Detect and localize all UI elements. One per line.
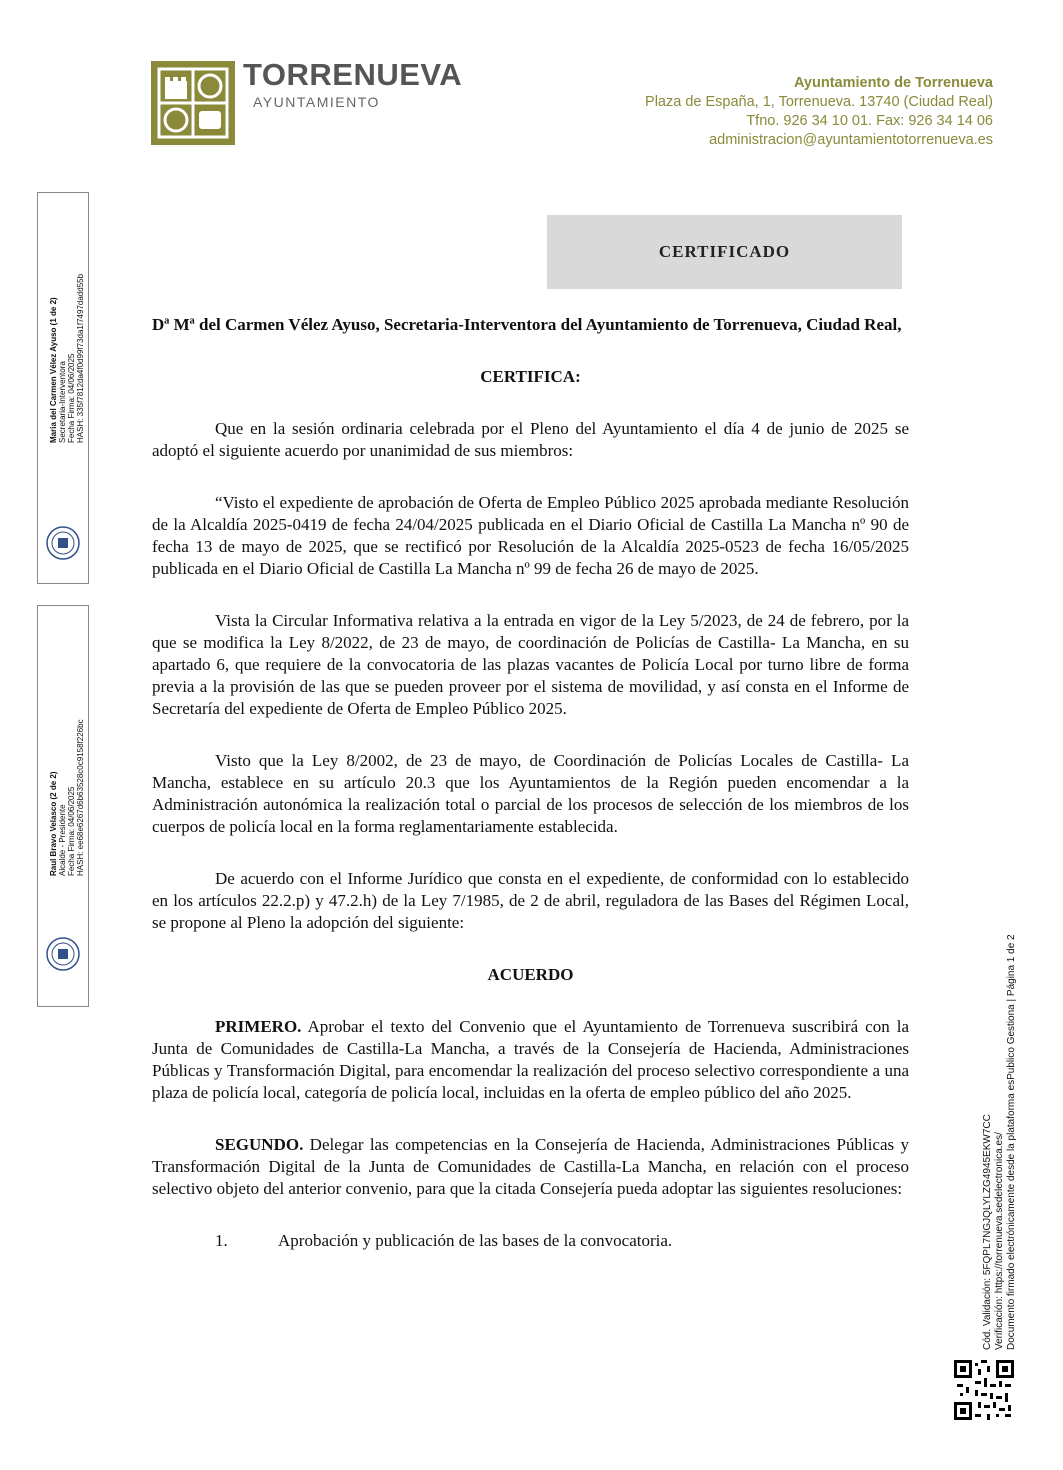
primero-paragraph [152, 1016, 909, 1104]
certifica-heading: CERTIFICA: [480, 367, 581, 386]
qr-code-icon [954, 1360, 1014, 1420]
signature-2-name: Raul Bravo Velasco (2 de 2) [49, 771, 58, 876]
paragraph-1: Que en la sesión ordinaria celebrada por el Pleno del Ayuntamiento el día 4 de junio de 2025 se adoptó el siguiente acuerdo por unanimidad de sus miembros: [152, 419, 909, 460]
signature-box-2 [37, 605, 89, 1007]
paragraph-4: Visto que la Ley 8/2002, de 23 de mayo, de Coordinación de Policías Locales de Castilla- La Mancha, establece en su artículo 20.3 que los Ayuntamientos de la Región pueden encomendar a la Administración autonómica la realización total o parcial de los procesos de selección de los miembros de los cuerpos de policía local en la forma reglamentariamente establecida. [152, 751, 909, 836]
list-text: Aprobación y publicación de las bases de la convocatoria. [278, 1231, 673, 1250]
brand-subtitle: AYUNTAMIENTO [253, 94, 380, 110]
paragraph-5: De acuerdo con el Informe Jurídico que consta en el expediente, de conformidad con lo establecido en los artículos 22.2.p) y 47.2.h) de la Ley 7/1985, de 2 de abril, reguladora de las Bases del Régimen Local, se propone al Pleno la adopción del siguiente: [152, 869, 909, 932]
brand-block [243, 58, 462, 110]
list-number: 1. [215, 1231, 228, 1250]
signature-2-date: Fecha Firma: 04/06/2025 [67, 786, 76, 876]
contact-address: Plaza de España, 1, Torrenueva. 13740 (Ciudad Real) [645, 94, 993, 110]
brand-name: TORRENUEVA [243, 57, 463, 92]
contact-block [645, 74, 993, 150]
paragraph-3: Vista la Circular Informativa relativa a la entrada en vigor de la Ley 5/2023, de 24 de febrero, por la que se modifica la Ley 8/2022, de 23 de mayo, de coordinación de Policías de Castilla- La Mancha, en su apartado 6, que requiere de la convocatoria de las plazas vacantes de Policía Local por turno libre de forma previa a la provisión de las que se pueden proveer por el sistema de movilidad, y así consta en el Informe de Secretaría del expediente de Oferta de Empleo Público 2025. [152, 611, 909, 718]
intro-paragraph: Dª Mª del Carmen Vélez Ayuso, Secretaria-Interventora del Ayuntamiento de Torrenueva, Ciudad Real, [152, 315, 902, 334]
validation-url[interactable]: Verificación: https://torrenueva.sedelectronica.es/ [994, 1132, 1005, 1350]
primero-text: Aprobar el texto del Convenio que el Ayuntamiento de Torrenueva suscribirá con la Junta de Comunidades de Castilla-La Mancha, a través de la Consejería de Hacienda, Administraciones Públicas y Transformación Digital, para encomendar la realización del proceso selectivo correspondiente a una plaza de policía local, categoría de policía local, incluidas en la oferta de empleo público del año 2025. [152, 1017, 909, 1102]
signature-1-date: Fecha Firma: 04/06/2025 [67, 353, 76, 443]
list-item [152, 1230, 909, 1252]
validation-note: Documento firmado electrónicamente desde la plataforma esPublico Gestiona | Página 1 de 2 [1006, 934, 1017, 1350]
seal-icon [45, 936, 81, 972]
primero-label: PRIMERO. [215, 1017, 302, 1036]
document-body [152, 314, 909, 1252]
segundo-text: Delegar las competencias en la Consejería de Hacienda, Administraciones Públicas y Transformación Digital de la Junta de Comunidades de Castilla-La Mancha, en relación con el proceso selectivo objeto del anterior convenio, para que la citada Consejería pueda adoptar las siguientes resoluciones: [152, 1135, 909, 1198]
signature-2-role: Alcalde - Presidente [58, 804, 67, 876]
seal-icon [45, 525, 81, 561]
municipal-logo [151, 61, 235, 145]
certificado-box [547, 215, 902, 289]
signature-1-text [41, 213, 85, 443]
signature-1-hash: HASH: 335f7812da4f0d99f73da1f7497dadd55b [76, 273, 85, 443]
certificado-label: CERTIFICADO [658, 242, 791, 261]
acuerdo-heading: ACUERDO [487, 965, 574, 984]
contact-email: administracion@ayuntamientotorrenueva.es [709, 132, 993, 148]
paragraph-2: “Visto el expediente de aprobación de Oferta de Empleo Público 2025 aprobada mediante Resolución de la Alcaldía 2025-0419 de fecha 24/04/2025 publicada en el Diario Oficial de Castilla La Mancha nº 90 de fecha 13 de mayo de 2025, que se rectificó por Resolución de la Alcaldía 2025-0523 de fecha 16/05/2025 publicada en el Diario Oficial de Castilla La Mancha nº 99 de fecha 26 de mayo de 2025. [152, 493, 909, 578]
signature-2-text [41, 646, 85, 876]
signature-box-1 [37, 192, 89, 584]
signature-1-role: Secretaria-Interventora [58, 361, 67, 443]
segundo-paragraph [152, 1134, 909, 1200]
segundo-label: SEGUNDO. [215, 1135, 304, 1154]
validation-code: Cód. Validación: 5FQPL7NGJQLYLZG4945EKW7CC [982, 1114, 993, 1350]
contact-phone: Tfno. 926 34 10 01. Fax: 926 34 14 06 [746, 113, 993, 129]
signature-2-hash: HASH: ee68e6267d6b63528c0c9158f226bc [76, 719, 85, 876]
validation-text [966, 915, 1018, 1350]
contact-org: Ayuntamiento de Torrenueva [793, 75, 993, 91]
signature-1-name: Maria del Carmen Vélez Ayuso (1 de 2) [49, 297, 58, 443]
